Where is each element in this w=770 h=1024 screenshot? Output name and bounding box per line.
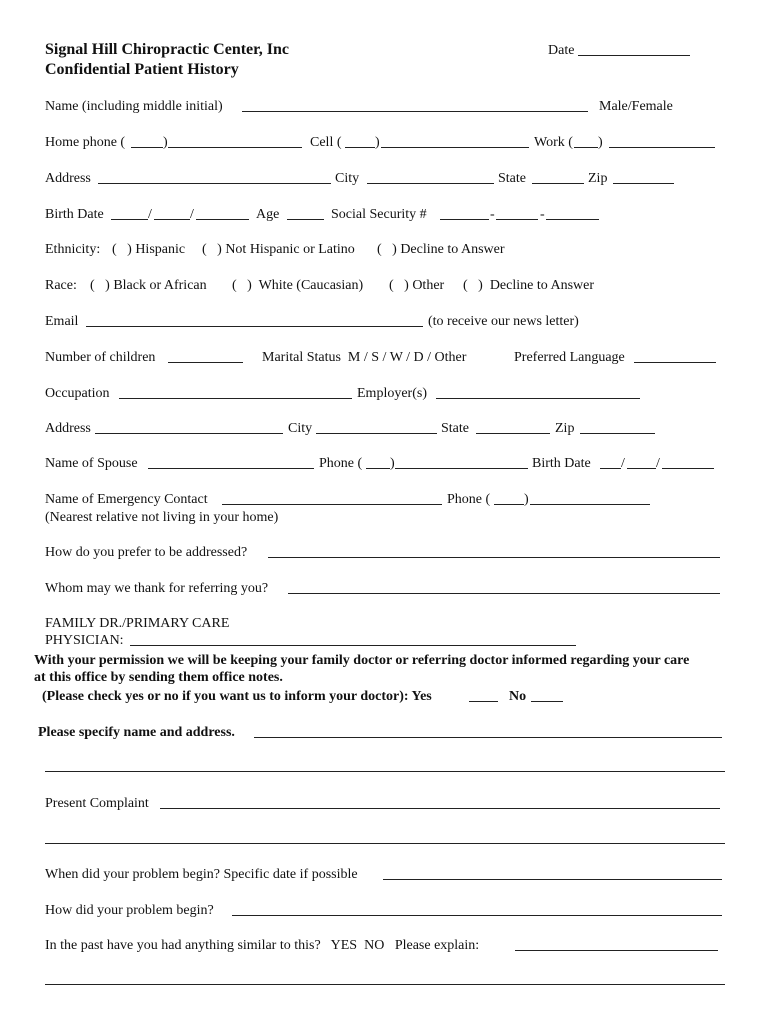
birth-day-field[interactable]	[154, 206, 190, 223]
emergency-contact-field[interactable]	[222, 491, 442, 508]
paren-close: )	[390, 456, 395, 471]
slash: /	[190, 207, 194, 222]
children-label: Number of children	[45, 350, 156, 365]
paren-close: )	[598, 135, 603, 150]
work-label: Work (	[534, 135, 573, 150]
age-field[interactable]	[287, 206, 324, 223]
employer-label: Employer(s)	[357, 386, 427, 401]
race-black-option[interactable]: ( ) Black or African	[90, 278, 207, 293]
employer-zip-field[interactable]	[580, 420, 655, 437]
home-area-code-field[interactable]	[131, 134, 163, 151]
referral-label: Whom may we thank for referring you?	[45, 581, 269, 596]
past-similar-field[interactable]	[515, 937, 718, 954]
spouse-phone-label: Phone (	[319, 456, 363, 471]
problem-begin-label: When did your problem begin? Specific date if possible	[45, 867, 358, 882]
family-dr-label-line1: FAMILY DR./PRIMARY CARE	[45, 616, 230, 631]
race-other-option[interactable]: ( ) Other	[389, 278, 445, 293]
emergency-area-code-field[interactable]	[494, 491, 524, 508]
ethnicity-not-hispanic-option[interactable]: ( ) Not Hispanic or Latino	[202, 242, 355, 257]
emergency-contact-label: Name of Emergency Contact	[45, 492, 208, 507]
employer-state-field[interactable]	[476, 420, 550, 437]
city-field[interactable]	[367, 170, 494, 187]
problem-how-field[interactable]	[232, 902, 722, 919]
slash: /	[148, 207, 152, 222]
permission-question: (Please check yes or no if you want us to inform your doctor): Yes	[42, 689, 432, 704]
name-label: Name (including middle initial)	[45, 99, 223, 114]
spouse-birth-year-field[interactable]	[662, 455, 714, 472]
state-field[interactable]	[532, 170, 584, 187]
occupation-label: Occupation	[45, 386, 110, 401]
spouse-birth-day-field[interactable]	[627, 455, 656, 472]
language-field[interactable]	[634, 349, 716, 366]
dash: -	[490, 207, 495, 222]
children-field[interactable]	[168, 349, 243, 366]
ssn-label: Social Security #	[331, 207, 427, 222]
complaint-field-line2[interactable]	[45, 830, 725, 847]
employer-city-label: City	[288, 421, 313, 436]
cell-phone-field[interactable]	[381, 134, 529, 151]
occupation-field[interactable]	[119, 385, 352, 402]
address-field[interactable]	[98, 170, 331, 187]
problem-begin-field[interactable]	[383, 866, 722, 883]
birth-date-label: Birth Date	[45, 207, 104, 222]
sex-label: Male/Female	[599, 99, 673, 114]
spouse-birth-label: Birth Date	[532, 456, 591, 471]
home-phone-field[interactable]	[168, 134, 302, 151]
cell-label: Cell (	[310, 135, 342, 150]
addressed-label: How do you prefer to be addressed?	[45, 545, 248, 560]
past-similar-field-line2[interactable]	[45, 971, 725, 988]
race-white-option[interactable]: ( ) White (Caucasian)	[232, 278, 364, 293]
employer-state-label: State	[441, 421, 469, 436]
emergency-note: (Nearest relative not living in your home)	[45, 510, 279, 525]
birth-month-field[interactable]	[111, 206, 148, 223]
home-phone-label: Home phone (	[45, 135, 126, 150]
date-label: Date	[548, 43, 575, 58]
date-field[interactable]	[578, 42, 690, 59]
ssn-part1-field[interactable]	[440, 206, 489, 223]
employer-zip-label: Zip	[555, 421, 575, 436]
employer-address-field[interactable]	[95, 420, 283, 437]
slash: /	[621, 456, 625, 471]
complaint-label: Present Complaint	[45, 796, 149, 811]
specify-label: Please specify name and address.	[38, 725, 235, 740]
spouse-birth-month-field[interactable]	[600, 455, 621, 472]
work-area-code-field[interactable]	[574, 134, 598, 151]
race-decline-option[interactable]: ( ) Decline to Answer	[463, 278, 595, 293]
slash: /	[656, 456, 660, 471]
paren-close: )	[524, 492, 529, 507]
address-label: Address	[45, 171, 91, 186]
zip-label: Zip	[588, 171, 608, 186]
referral-field[interactable]	[288, 580, 720, 597]
emergency-phone-label: Phone (	[447, 492, 491, 507]
work-phone-field[interactable]	[609, 134, 715, 151]
paren-close: )	[163, 135, 168, 150]
birth-year-field[interactable]	[196, 206, 249, 223]
addressed-field[interactable]	[268, 544, 720, 561]
age-label: Age	[256, 207, 280, 222]
ethnicity-decline-option[interactable]: ( ) Decline to Answer	[377, 242, 505, 257]
ethnicity-hispanic-option[interactable]: ( ) Hispanic	[112, 242, 186, 257]
race-label: Race:	[45, 278, 77, 293]
permission-text-line2: at this office by sending them office notes.	[34, 670, 283, 685]
city-label: City	[335, 171, 360, 186]
ethnicity-label: Ethnicity:	[45, 242, 101, 257]
clinic-name: Signal Hill Chiropractic Center, Inc	[45, 41, 289, 58]
employer-city-field[interactable]	[316, 420, 437, 437]
spouse-phone-field[interactable]	[395, 455, 528, 472]
family-dr-field[interactable]	[130, 632, 576, 649]
language-label: Preferred Language	[514, 350, 625, 365]
marital-status-label: Marital Status M / S / W / D / Other	[262, 350, 467, 365]
past-similar-label: In the past have you had anything similar to this? YES NO Please explain:	[45, 938, 480, 953]
email-note: (to receive our news letter)	[428, 314, 579, 329]
family-dr-label-line2: PHYSICIAN:	[45, 633, 124, 648]
zip-field[interactable]	[613, 170, 674, 187]
permission-text-line1: With your permission we will be keeping your family doctor or referring doctor informed regarding your care	[34, 653, 690, 668]
permission-yes-field[interactable]	[469, 688, 498, 705]
spouse-area-code-field[interactable]	[366, 455, 390, 472]
email-label: Email	[45, 314, 79, 329]
specify-field-line2[interactable]	[45, 758, 725, 775]
email-field[interactable]	[86, 313, 423, 330]
spouse-label: Name of Spouse	[45, 456, 138, 471]
cell-area-code-field[interactable]	[345, 134, 375, 151]
permission-no-label: No	[509, 689, 527, 704]
employer-address-label: Address	[45, 421, 91, 436]
form-title: Confidential Patient History	[45, 61, 239, 78]
paren-close: )	[375, 135, 380, 150]
state-label: State	[498, 171, 526, 186]
spouse-field[interactable]	[148, 455, 314, 472]
complaint-field[interactable]	[160, 795, 720, 812]
problem-how-label: How did your problem begin?	[45, 903, 214, 918]
emergency-phone-field[interactable]	[530, 491, 650, 508]
ssn-part3-field[interactable]	[546, 206, 599, 223]
employer-field[interactable]	[436, 385, 640, 402]
name-field[interactable]	[242, 98, 588, 115]
specify-field[interactable]	[254, 724, 722, 741]
permission-no-field[interactable]	[531, 688, 563, 705]
dash: -	[540, 207, 545, 222]
ssn-part2-field[interactable]	[496, 206, 538, 223]
